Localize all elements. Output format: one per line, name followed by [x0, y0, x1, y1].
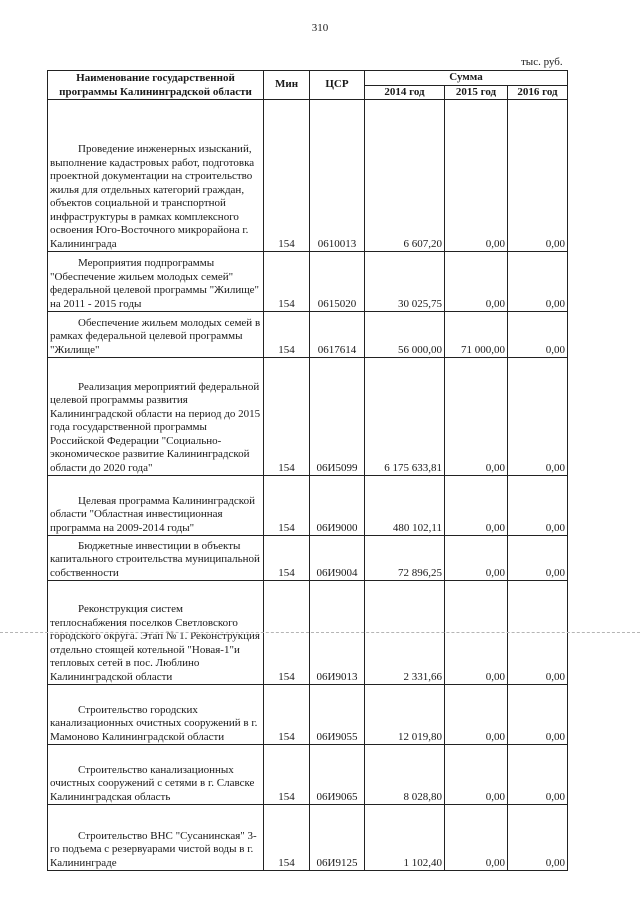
row-2015: 0,00 [445, 745, 508, 805]
row-name: Строительство городских канализационных очистных сооружений в г. Мамоново Калининградской области [50, 703, 258, 743]
header-csr: ЦСР [310, 71, 365, 100]
header-2014: 2014 год [365, 85, 445, 100]
row-name: Бюджетные инвестиции в объекты капитального строительства муниципальной собственности [50, 539, 260, 579]
table-header [48, 71, 568, 100]
row-csr: 06И9013 [310, 581, 365, 685]
row-2015: 0,00 [445, 685, 508, 745]
row-2016: 0,00 [508, 358, 568, 476]
row-csr: 0610013 [310, 100, 365, 252]
row-name: Целевая программа Калининградской области "Областная инвестиционная программа на 2009-2014 годы" [50, 494, 255, 534]
row-min: 154 [264, 805, 310, 871]
row-2014: 30 025,75 [365, 252, 445, 312]
table-row [48, 805, 568, 871]
row-2015: 0,00 [445, 581, 508, 685]
row-csr: 06И9065 [310, 745, 365, 805]
row-min: 154 [264, 358, 310, 476]
row-2014: 1 102,40 [365, 805, 445, 871]
row-2014: 6 175 633,81 [365, 358, 445, 476]
row-2016: 0,00 [508, 252, 568, 312]
row-2016: 0,00 [508, 745, 568, 805]
row-min: 154 [264, 312, 310, 358]
row-name: Строительство канализационных очистных сооружений с сетями в г. Славске Калининградская область [50, 763, 255, 803]
row-2015: 0,00 [445, 476, 508, 536]
row-name: Реконструкция систем теплоснабжения поселков Светловского городского округа. Этап № 1. Реконструкция отдельно стоящей котельной "Новая-1"и тепловых сетей в пос. Люблино Калининградской области [50, 603, 260, 683]
row-2015: 0,00 [445, 536, 508, 581]
row-2016: 0,00 [508, 312, 568, 358]
table-row [48, 685, 568, 745]
row-2014: 72 896,25 [365, 536, 445, 581]
row-2014: 56 000,00 [365, 312, 445, 358]
row-2014: 12 019,80 [365, 685, 445, 745]
row-2016: 0,00 [508, 536, 568, 581]
row-name: Проведение инженерных изысканий, выполнение кадастровых работ, подготовка проектной документации на строительство жилья для отдельных категорий граждан, объектов социальной и транспортной инфраструктуры в рамках комплексного освоения Юго-Восточного микрорайона г. Калининграда [50, 143, 255, 250]
row-2016: 0,00 [508, 805, 568, 871]
row-2016: 0,00 [508, 476, 568, 536]
row-min: 154 [264, 476, 310, 536]
row-name: Обеспечение жильем молодых семей в рамках федеральной целевой программы "Жилище" [50, 316, 261, 356]
header-min: Мин [264, 71, 310, 100]
row-2014: 6 607,20 [365, 100, 445, 252]
row-csr: 06И9125 [310, 805, 365, 871]
row-2015: 0,00 [445, 358, 508, 476]
header-2015: 2015 год [445, 85, 508, 100]
scan-artifact-line [0, 632, 640, 633]
header-name: Наименование государственной программы Калининградской области [48, 71, 264, 100]
row-2016: 0,00 [508, 685, 568, 745]
row-2014: 8 028,80 [365, 745, 445, 805]
row-2015: 0,00 [445, 252, 508, 312]
row-2015: 0,00 [445, 100, 508, 252]
header-sum: Сумма [365, 71, 568, 86]
row-2016: 0,00 [508, 100, 568, 252]
row-csr: 0617614 [310, 312, 365, 358]
row-min: 154 [264, 685, 310, 745]
row-name: Реализация мероприятий федеральной целевой программы развития Калининградской области на период до 2015 года государственной программы Российской Федерации "Социально-экономическое развитие Калининградской области до 2020 года" [50, 380, 261, 474]
row-2014: 2 331,66 [365, 581, 445, 685]
row-csr: 0615020 [310, 252, 365, 312]
row-min: 154 [264, 745, 310, 805]
table-row [48, 745, 568, 805]
row-2015: 71 000,00 [445, 312, 508, 358]
budget-table [47, 70, 568, 871]
row-csr: 06И9004 [310, 536, 365, 581]
row-min: 154 [264, 100, 310, 252]
header-2016: 2016 год [508, 85, 568, 100]
row-name: Строительство ВНС "Сусанинская" 3-го подъема с резервуарами чистой воды в г. Калининграде [50, 829, 257, 869]
row-csr: 06И5099 [310, 358, 365, 476]
row-min: 154 [264, 581, 310, 685]
row-csr: 06И9055 [310, 685, 365, 745]
page-number: 310 [311, 22, 329, 34]
table-row [48, 252, 568, 312]
row-name: Мероприятия подпрограммы "Обеспечение жильем молодых семей" федеральной целевой программы "Жилище" на 2011 - 2015 годы [50, 257, 260, 310]
table-row [48, 476, 568, 536]
table-row [48, 312, 568, 358]
table-row [48, 358, 568, 476]
table-row [48, 100, 568, 252]
row-2015: 0,00 [445, 805, 508, 871]
row-min: 154 [264, 252, 310, 312]
row-2014: 480 102,11 [365, 476, 445, 536]
row-csr: 06И9000 [310, 476, 365, 536]
table-row [48, 536, 568, 581]
units-label: тыс. руб. [521, 56, 563, 68]
row-2016: 0,00 [508, 581, 568, 685]
row-min: 154 [264, 536, 310, 581]
